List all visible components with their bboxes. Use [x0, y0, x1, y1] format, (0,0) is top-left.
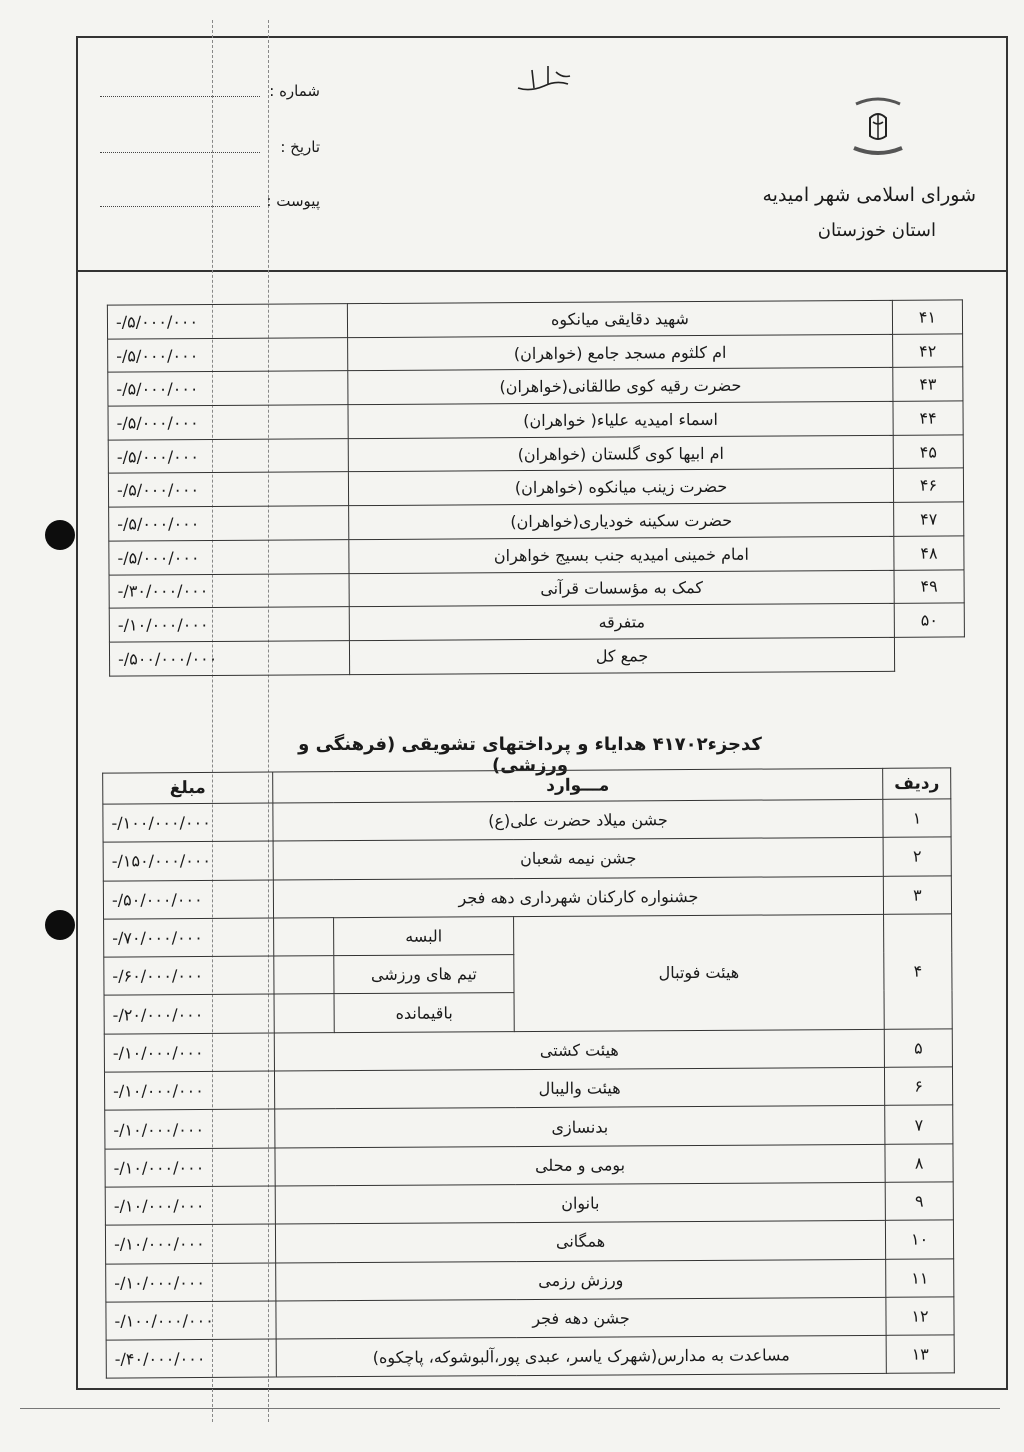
sub-item-gap	[274, 994, 334, 1033]
table-row	[103, 799, 951, 842]
table-row	[108, 435, 963, 474]
attachment-field	[100, 192, 320, 214]
row-amount: -/۳۰/۰۰۰/۰۰۰	[109, 573, 349, 608]
total-spacer	[894, 637, 964, 671]
table-row	[106, 1258, 954, 1301]
table-row	[104, 1067, 952, 1110]
row-number: ۷	[885, 1105, 953, 1144]
attachment-dotted-line	[100, 206, 260, 207]
table-row	[105, 1105, 953, 1148]
row-amount: -/۱۰۰/۰۰۰/۰۰۰	[106, 1301, 276, 1340]
table-header-row	[103, 768, 951, 804]
punch-hole	[45, 520, 75, 550]
header-divider	[76, 270, 1006, 272]
sub-item-label: تیم های ورزشی	[334, 955, 514, 994]
table-row	[108, 468, 963, 507]
table-row	[105, 1182, 953, 1225]
row-amount: -/۱۰/۰۰۰/۰۰۰	[105, 1186, 275, 1225]
table-row	[106, 1297, 954, 1340]
column-header-item: مـــوارد	[273, 768, 883, 803]
row-item: جشن میلاد حضرت علی(ع)	[273, 799, 883, 841]
row-item: بومی و محلی	[275, 1144, 885, 1186]
row-number: ۴۴	[893, 401, 963, 435]
column-header-amount: مبلغ	[103, 772, 273, 804]
row-item: هیئت کشتی	[274, 1029, 884, 1071]
row-amount: -/۱۰/۰۰۰/۰۰۰	[109, 607, 349, 642]
row-amount: -/۱۰/۰۰۰/۰۰۰	[104, 1071, 274, 1110]
row-item: جشنواره کارکنان شهرداری دهه فجر	[273, 876, 883, 918]
table-row	[108, 367, 963, 406]
table-grid	[102, 767, 955, 1379]
row-amount: -/۴۰/۰۰۰/۰۰۰	[106, 1339, 276, 1378]
row-number: ۴۲	[893, 334, 963, 368]
allocation-table-2	[102, 767, 954, 1379]
table-row	[106, 1335, 954, 1378]
number-field	[100, 82, 320, 104]
table-row	[109, 603, 964, 642]
row-amount: -/۱۰/۰۰۰/۰۰۰	[105, 1109, 275, 1148]
table-row	[105, 1220, 953, 1263]
row-number: ۵۰	[894, 603, 964, 637]
sub-item-label: البسه	[334, 916, 514, 955]
row-item: حضرت سکینه خودیاری(خواهران)	[349, 502, 894, 539]
row-number: ۴۷	[894, 502, 964, 536]
row-item: حضرت رقیه کوی طالقانی(خواهران)	[348, 368, 893, 405]
row-number: ۳	[883, 876, 951, 915]
bottom-rule	[20, 1408, 1000, 1409]
row-number: ۱۱	[886, 1258, 954, 1297]
row-number: ۴۱	[892, 300, 962, 334]
column-header-no: ردیف	[883, 768, 951, 799]
row-number: ۴۵	[893, 435, 963, 469]
row-item: اسماء امیدیه علیاء( خواهران)	[348, 401, 893, 438]
row-amount: -/۵/۰۰۰/۰۰۰	[108, 371, 348, 406]
sub-item-gap	[274, 956, 334, 995]
row-amount: -/۱۰/۰۰۰/۰۰۰	[104, 1033, 274, 1072]
row-amount: -/۵/۰۰۰/۰۰۰	[107, 304, 347, 339]
row-number: ۸	[885, 1144, 953, 1183]
emblem-icon	[848, 92, 908, 162]
row-number: ۱۳	[886, 1335, 954, 1374]
table-row	[109, 536, 964, 575]
row-amount: -/۵۰/۰۰۰/۰۰۰	[103, 880, 273, 919]
row-item: متفرقه	[349, 604, 894, 641]
table-grid	[107, 299, 965, 676]
attachment-label: پیوست :	[266, 192, 320, 210]
row-number: ۱۲	[886, 1297, 954, 1336]
row-item: جشن دهه فجر	[276, 1297, 886, 1339]
sub-item-amount: -/۶۰/۰۰۰/۰۰۰	[104, 956, 274, 995]
row-amount: -/۱۵۰/۰۰۰/۰۰۰	[103, 841, 273, 880]
row-number: ۴۸	[894, 536, 964, 570]
sub-item-amount: -/۷۰/۰۰۰/۰۰۰	[104, 918, 274, 957]
table-row	[104, 1029, 952, 1072]
row-number: ۴۳	[893, 367, 963, 401]
org-title: شورای اسلامی شهر امیدیه	[762, 184, 976, 206]
date-field	[100, 138, 320, 160]
row-amount: -/۱۰/۰۰۰/۰۰۰	[105, 1148, 275, 1187]
row-amount: -/۱۰/۰۰۰/۰۰۰	[106, 1263, 276, 1302]
row-number: ۴	[884, 914, 953, 1029]
sub-item-amount: -/۲۰/۰۰۰/۰۰۰	[104, 995, 274, 1034]
row-item: جشن نیمه شعبان	[273, 838, 883, 880]
row-item: بدنسازی	[275, 1106, 885, 1148]
table-row	[109, 502, 964, 541]
number-dotted-line	[100, 96, 260, 97]
row-item: همگانی	[275, 1221, 885, 1263]
row-item: ورزش رزمی	[276, 1259, 886, 1301]
row-number: ۶	[885, 1067, 953, 1106]
org-subtitle: استان خوزستان	[817, 220, 936, 241]
row-number: ۱	[883, 799, 951, 838]
total-row	[109, 637, 964, 676]
row-amount: -/۵/۰۰۰/۰۰۰	[108, 438, 348, 473]
row-number: ۲	[883, 837, 951, 876]
table-row	[108, 334, 963, 373]
row-amount: -/۵/۰۰۰/۰۰۰	[109, 506, 349, 541]
row-item: بانوان	[275, 1182, 885, 1224]
allocation-table-1	[107, 299, 965, 676]
row-item: هیئت والیبال	[274, 1067, 884, 1109]
table-row	[104, 914, 952, 957]
date-label: تاریخ :	[280, 138, 320, 156]
sub-item-gap	[274, 918, 334, 957]
row-number: ۱۰	[885, 1220, 953, 1259]
row-number: ۴۶	[893, 468, 963, 502]
row-number: ۵	[884, 1029, 952, 1068]
row-amount: -/۵/۰۰۰/۰۰۰	[109, 539, 349, 574]
table-row	[108, 401, 963, 440]
row-amount: -/۵/۰۰۰/۰۰۰	[108, 405, 348, 440]
total-label: جمع کل	[349, 637, 894, 674]
sub-item-label: باقیمانده	[334, 993, 514, 1032]
row-item: حضرت زینب میانکوه (خواهران)	[348, 469, 893, 506]
row-number: ۹	[885, 1182, 953, 1221]
row-amount: -/۱۰/۰۰۰/۰۰۰	[105, 1224, 275, 1263]
total-amount: -/۵۰۰/۰۰۰/۰۰۰	[109, 641, 349, 676]
row-amount: -/۱۰۰/۰۰۰/۰۰۰	[103, 803, 273, 842]
table-row	[103, 837, 951, 880]
table-row	[105, 1144, 953, 1187]
row-item: کمک به مؤسسات قرآنی	[349, 570, 894, 607]
date-dotted-line	[100, 152, 260, 153]
row-item: شهید دقایقی میانکوه	[347, 300, 892, 337]
row-item: امام خمینی امیدیه جنب بسیج خواهران	[349, 536, 894, 573]
bismillah-calligraphy	[510, 58, 580, 98]
punch-hole	[45, 910, 75, 940]
table-row	[109, 569, 964, 608]
row-item: ام کلثوم مسجد جامع (خواهران)	[348, 334, 893, 371]
section-title: کدجزء۴۱۷۰۲ هدایاء و پرداختهای تشویقی (فرهنگی و ورزشی)	[298, 734, 762, 776]
table-row	[107, 300, 962, 339]
row-amount: -/۵/۰۰۰/۰۰۰	[108, 472, 348, 507]
number-label: شماره :	[269, 82, 320, 100]
row-number: ۴۹	[894, 569, 964, 603]
row-item: مساعدت به مدارس(شهرک یاسر، عبدی پور،آلبوشوکه، پاچکوه)	[276, 1335, 886, 1377]
row-item: هیئت فوتبال	[514, 914, 885, 1031]
row-item: ام ابیها کوی گلستان (خواهران)	[348, 435, 893, 472]
row-amount: -/۵/۰۰۰/۰۰۰	[108, 337, 348, 372]
table-row	[103, 876, 951, 919]
